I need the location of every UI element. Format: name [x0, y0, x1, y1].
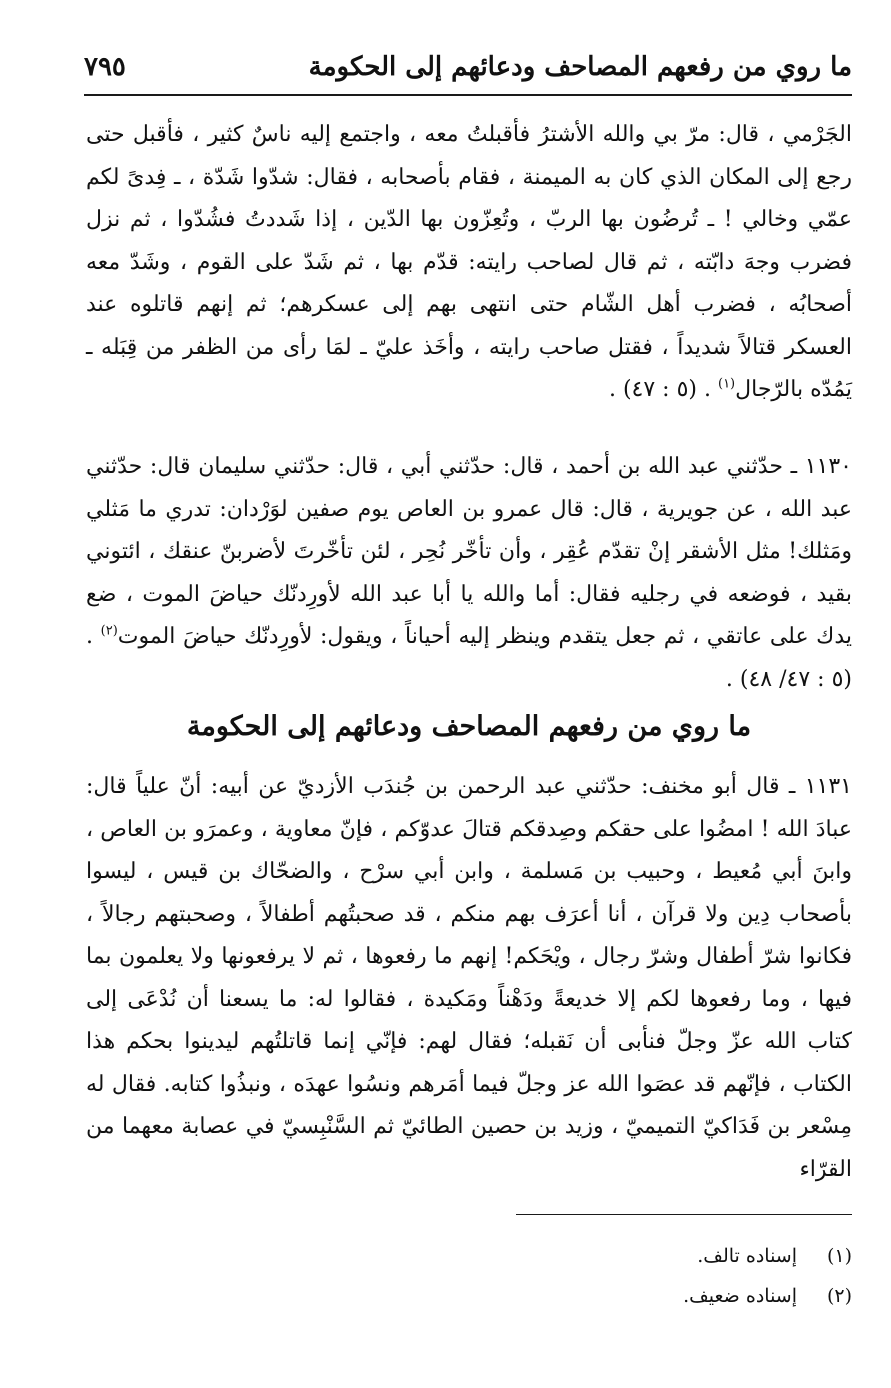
page-header	[84, 44, 852, 96]
footnote-number: (١)	[826, 1245, 852, 1267]
citation: . (٥ : ٤٧) .	[608, 377, 711, 402]
footnote-text: إسناده تالف.	[697, 1245, 797, 1267]
paragraph-text: ١١٣٠ ـ حدّثني عبد الله بن أحمد ، قال: حدّثني أبي ، قال: حدّثني سليمان قال: حدّثني عبد الله ، عن جويرية ، قال: قال عمرو بن العاص يوم صفين لوَرْدان: تدري ما مَثلي ومَثلك! مثل الأشقر إنْ تقدّم عُقِر ، وأن تأخّر نُحِر ، لئن تأخّرتَ لأضربنّ عنقك ، ائتوني بقيد ، فوضعه في رجليه فقال: أما والله يا أبا عبد الله لأورِدنّك حياضَ الموت ، ضع يدك على عاتقي ، ثم جعل يتقدم وينظر إليه أحياناً ، ويقول: لأورِدنّك حياضَ الموت	[86, 454, 852, 649]
paragraph-1131	[86, 766, 852, 1191]
footnotes	[86, 1236, 852, 1316]
citation: . (٥ : ٤٧/ ٤٨) .	[86, 624, 852, 692]
footnote-divider	[516, 1214, 852, 1215]
paragraph-1130	[86, 446, 852, 701]
footnote-2	[86, 1276, 852, 1316]
footnote-text: إسناده ضعيف.	[683, 1285, 797, 1307]
section-heading: ما روي من رفعهم المصاحف ودعائهم إلى الحكومة	[186, 711, 752, 742]
page-number: ٧٩٥	[84, 52, 126, 82]
footnote-ref-1[interactable]: (١)	[717, 376, 736, 392]
footnote-1	[86, 1236, 852, 1276]
paragraph-text: ١١٣١ ـ قال أبو مخنف: حدّثني عبد الرحمن بن جُندَب الأزديّ عن أبيه: أنّ علياً قال: عبادَ الله ! امضُوا على حقكم وصِدقكم قتالَ عدوّكم ، فإنّ معاوية ، وعمرَو بن العاص ، وابنَ أبي مُعيط ، وحبيب بن مَسلمة ، وابن أبي سرْح ، والضحّاك بن قيس ، ليسوا بأصحاب دِين ولا قرآن ، أنا أعرَف بهم منكم ، قد صحبتُهم أطفالاً ، وصحبتهم رجالاً ، فكانوا شرّ أطفال وشرّ رجال ، ويْحَكم! إنهم ما رفعوها ، ثم لا يرفعونها ولا يعلمون بما فيها ، وما رفعوها لكم إلا خديعةً ودَهْناً ومَكيدة ، فقالوا له: ما يسعنا أن نُدْعَى إلى كتاب الله عزّ وجلّ فنأبى أن نَقبله؛ فقال لهم: فإنّي إنما قاتلتُهم ليدينوا بحكم هذا الكتاب ، فإنّهم قد عصَوا الله عز وجلّ فيما أمَرهم ونسُوا عهدَه ، ونبذُوا كتابه. فقال له مِسْعر بن فَدَاكيّ التميميّ ، وزيد بن حصين الطائيّ ثم السَّنْبِسيّ في عصابة معهما من القرّاء	[86, 774, 852, 1182]
footnote-ref-2[interactable]: (٢)	[100, 623, 118, 639]
footnote-number: (٢)	[826, 1285, 852, 1307]
paragraph-continuation	[86, 114, 852, 412]
running-title: ما روي من رفعهم المصاحف ودعائهم إلى الحكومة	[308, 52, 852, 82]
paragraph-text: الجَرْمي ، قال: مرّ بي والله الأشترُ فأقبلتُ معه ، واجتمع إليه ناسٌ كثير ، فأقبل حتى رجع إلى المكان الذي كان به الميمنة ، فقام بأصحابه ، فقال: شدّوا شَدّة ، ـ فِدىً لكم عمّي وخالي ! ـ تُرضُون بها الربّ ، وتُعِزّون بها الدّين ، إذا شَددتُ فشُدّوا ، ثم نزل فضرب وجهَ دابّته ، ثم قال لصاحب رايته: قدّم بها ، ثم شَدّ على القوم ، وشَدّ معه أصحابُه ، فضرب أهل الشّام حتى انتهى بهم إلى عسكرهم؛ ثم إنهم قاتلوه عند العسكر قتالاً شديداً ، فقتل صاحب رايته ، وأخَذ عليّ ـ لمَا رأى من الظفر من قِبَله ـ يَمُدّه بالرّجال	[86, 122, 852, 402]
